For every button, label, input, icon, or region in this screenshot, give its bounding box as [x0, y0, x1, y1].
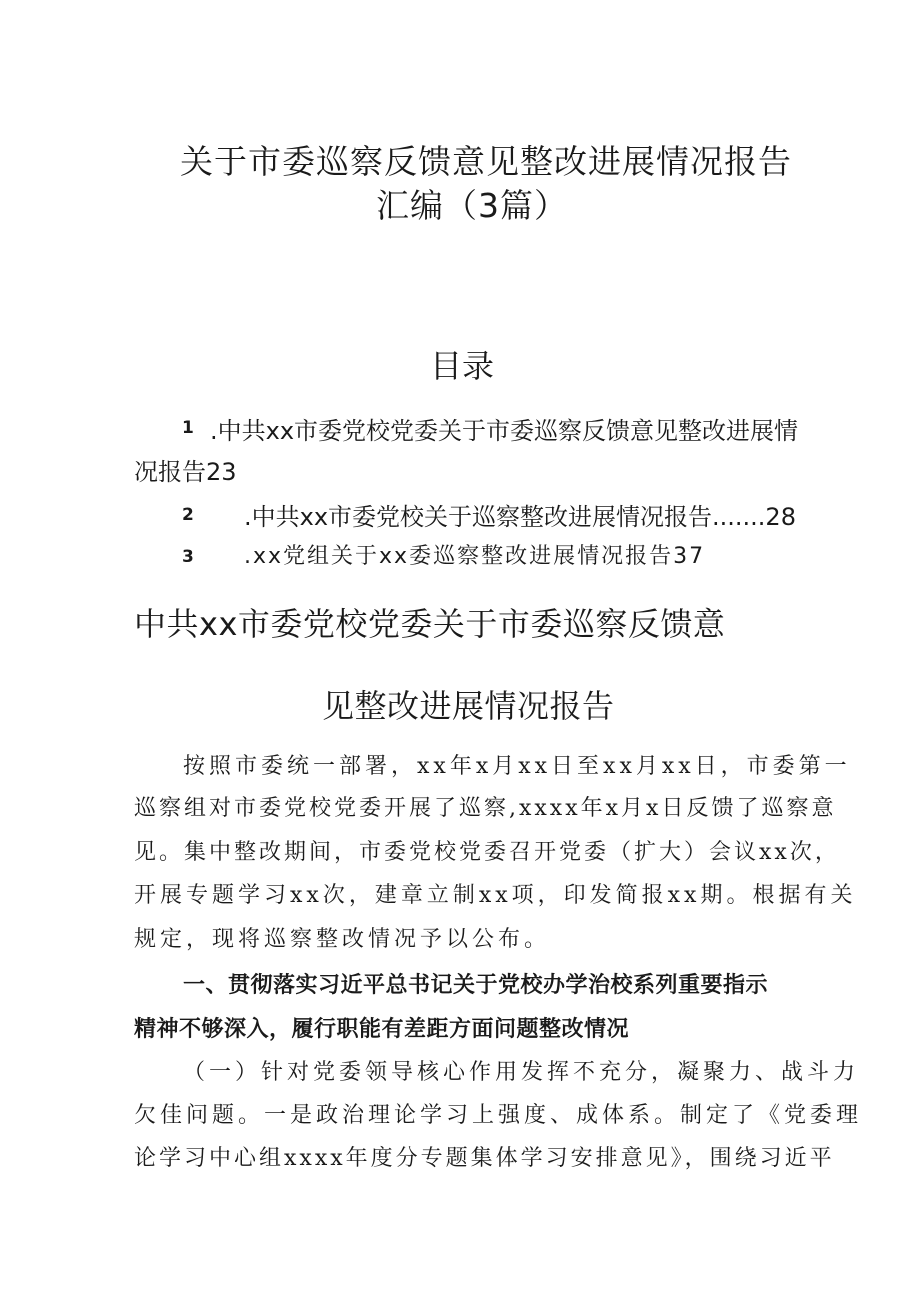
paragraph-2-line-2: 欠佳问题。一是政治理论学习上强度、成体系。制定了《党委理 [134, 1103, 863, 1128]
section-title-line2: 见整改进展情况报告 [322, 687, 615, 725]
section-title-line1: 中共xx市委党校党委关于市委巡察反馈意 [134, 605, 726, 643]
paragraph-2-line-3: 论学习中心组xxxx年度分专题集体学习安排意见》，围绕习近平 [134, 1146, 835, 1171]
document-title-line2: 汇编（3篇） [376, 186, 568, 225]
heading-1-line-1: 一、贯彻落实习近平总书记关于党校办学治校系列重要指示 [183, 973, 769, 998]
toc-item-1-text[interactable]: .中共xx市委党校党委关于市委巡察反馈意见整改进展情 [210, 417, 799, 445]
paragraph-2-line-1: （一）针对党委领导核心作用发挥不充分，凝聚力、战斗力 [183, 1060, 860, 1085]
toc-item-1-number: 1 [182, 418, 194, 438]
toc-heading: 目录 [430, 347, 495, 385]
heading-1-line-2: 精神不够深入，履行职能有差距方面问题整改情况 [134, 1017, 630, 1042]
paragraph-1-line-1: 按照市委统一部署，xx年x月xx日至xx月xx日，市委第一 [183, 754, 851, 779]
toc-item-2-text[interactable]: .中共xx市委党校关于巡察整改进展情况报告.......28 [244, 503, 796, 531]
paragraph-1-line-4: 开展专题学习xx次，建章立制xx项，印发简报xx期。根据有关 [134, 883, 857, 908]
toc-item-2-number: 2 [182, 505, 194, 525]
paragraph-1-line-5: 规定，现将巡察整改情况予以公布。 [134, 927, 551, 952]
toc-item-3-text[interactable]: .xx党组关于xx委巡察整改进展情况报告37 [244, 544, 706, 569]
paragraph-1-line-2: 巡察组对市委党校党委开展了巡察,xxxx年x月x日反馈了巡察意 [134, 796, 837, 821]
toc-item-3-number: 3 [182, 547, 194, 567]
paragraph-1-line-3: 见。集中整改期间，市委党校党委召开党委（扩大）会议xx次， [134, 840, 840, 865]
toc-item-1-text-cont[interactable]: 况报告23 [134, 458, 237, 486]
document-title-line1: 关于市委巡察反馈意见整改进展情况报告 [180, 142, 792, 181]
